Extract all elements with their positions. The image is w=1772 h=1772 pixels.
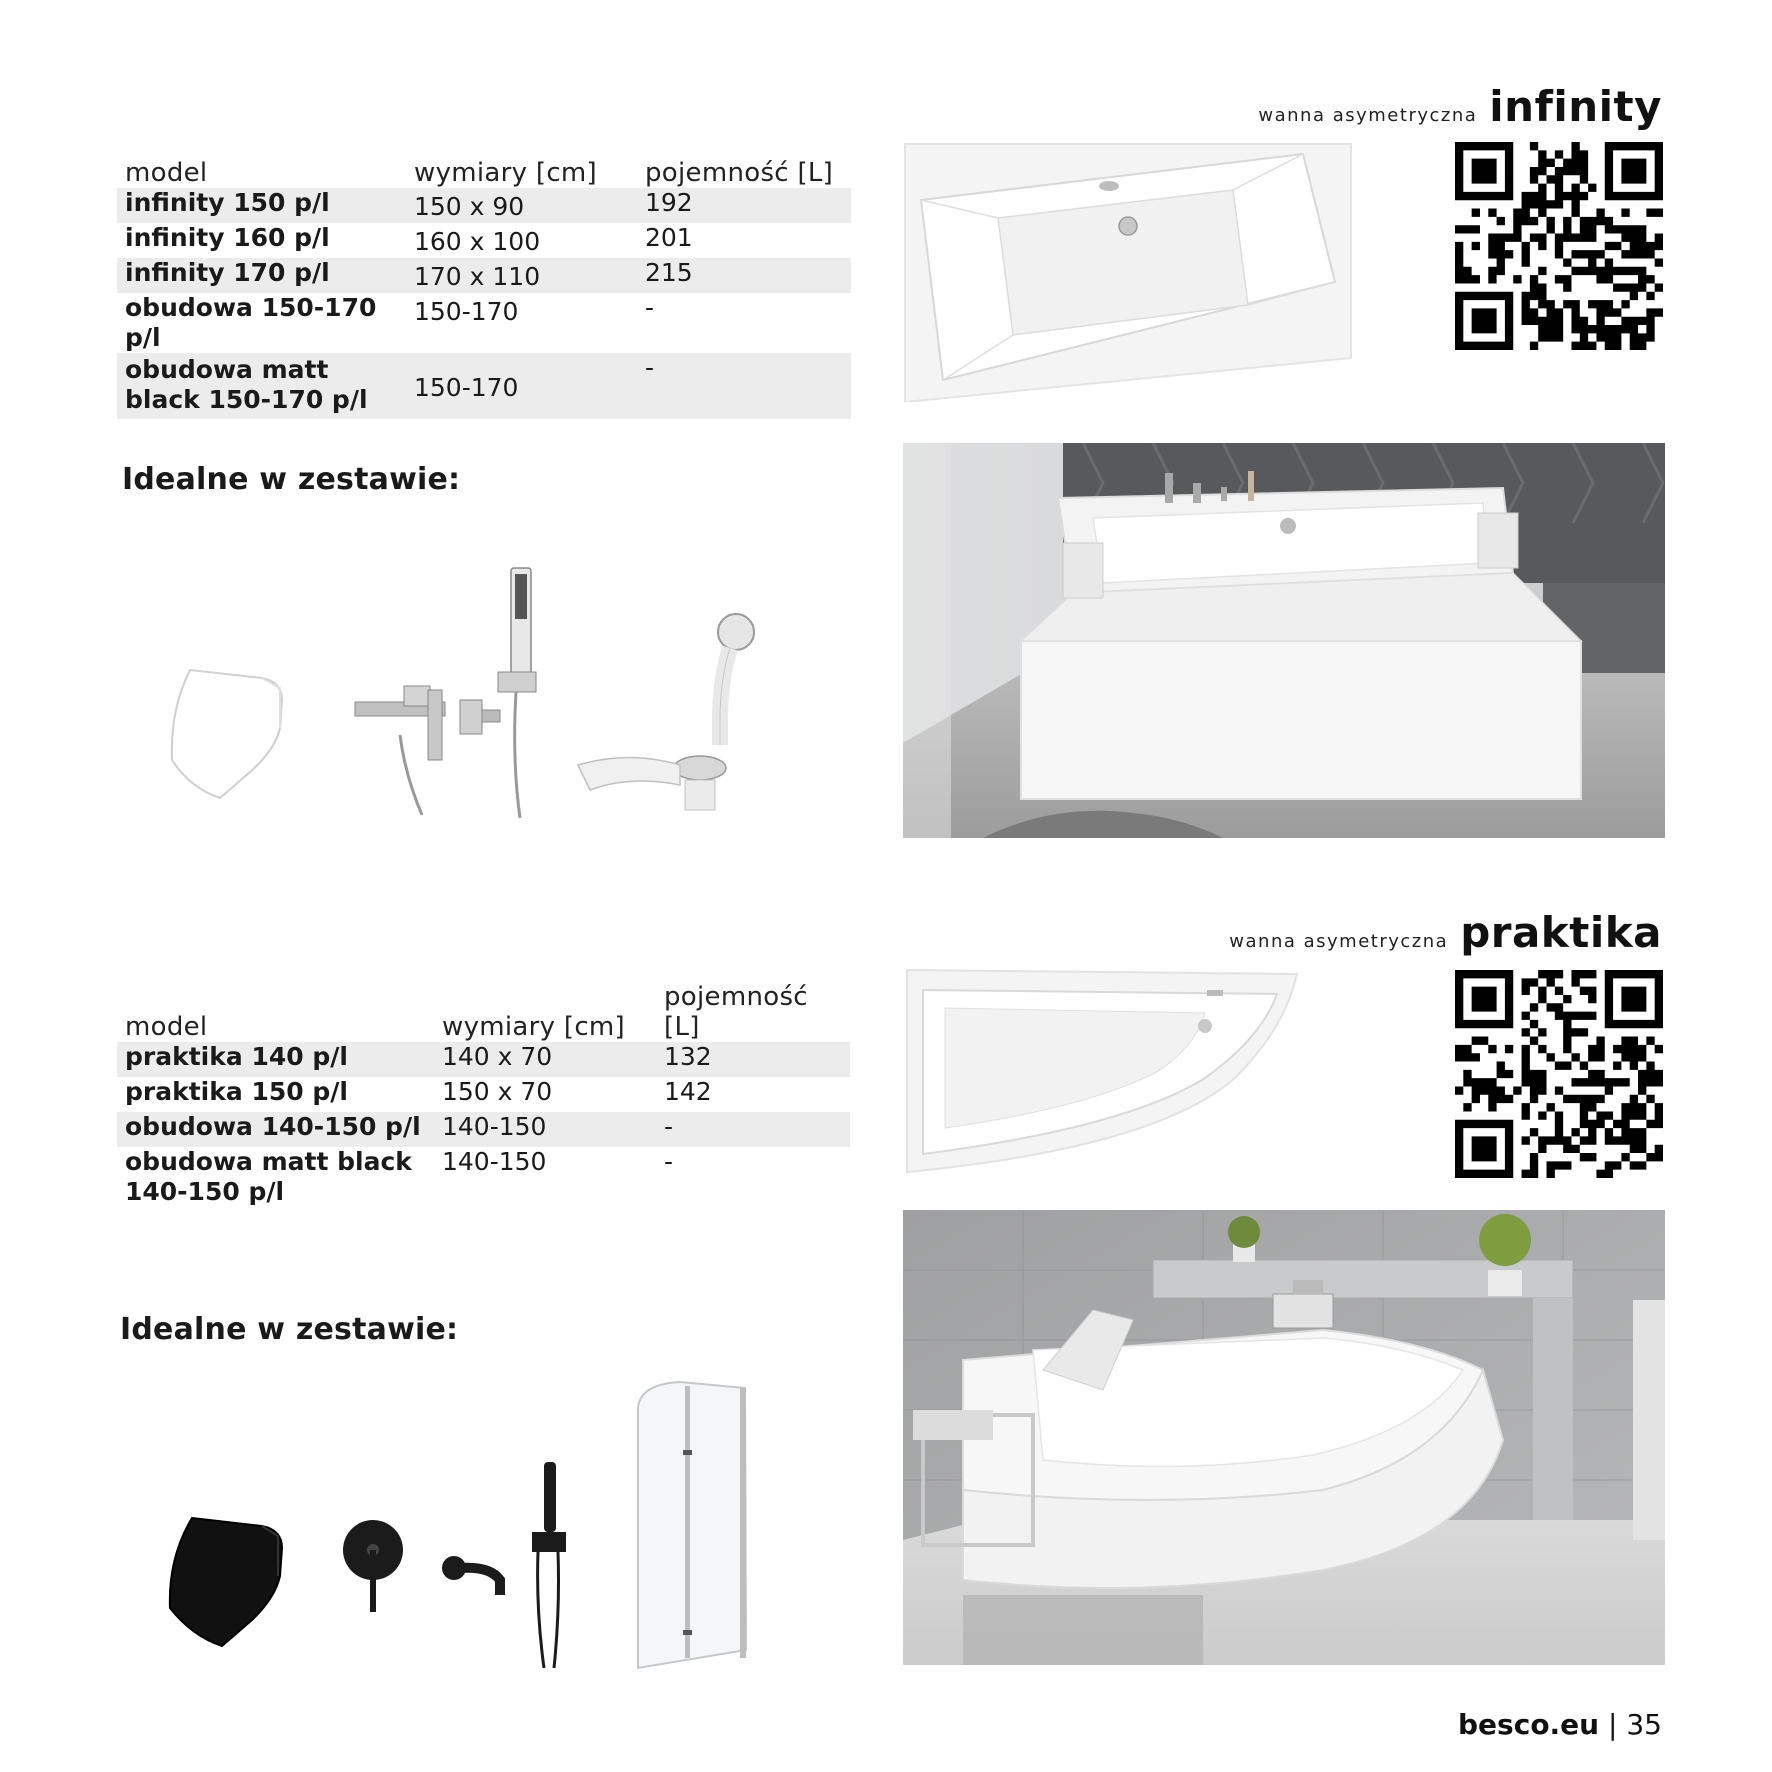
black-headrest-icon <box>170 1518 282 1646</box>
infinity-series-name: infinity <box>1489 82 1662 131</box>
bath-screen-icon <box>638 1382 746 1668</box>
model-cell: obudowa matt black 140-150 p/l <box>125 1147 412 1206</box>
capacity-cell: 192 <box>637 188 851 223</box>
column-header-capacity: pojemność [L] <box>664 982 808 1042</box>
model-cell: infinity 150 p/l <box>117 188 406 223</box>
table-row <box>117 188 851 223</box>
dims-cell: 140 x 70 <box>434 1042 656 1077</box>
footer-separator: | <box>1608 1708 1618 1741</box>
dims-cell: 140-150 <box>434 1112 656 1147</box>
model-cell: infinity 160 p/l <box>125 223 330 252</box>
infinity-accessories <box>160 560 780 820</box>
bath-mixer-icon <box>355 686 500 815</box>
table-row <box>117 1077 850 1112</box>
capacity-cell: 142 <box>664 1077 712 1106</box>
dims-cell: 150-170 <box>406 353 637 419</box>
praktika-bathroom-photo <box>903 1210 1665 1665</box>
infinity-ideal-heading: Idealne w zestawie: <box>122 462 461 497</box>
table-row <box>117 223 851 258</box>
dims-cell: 150 x 90 <box>406 188 637 223</box>
praktika-bathtub-top-view <box>905 968 1305 1174</box>
model-cell: obudowa 140-150 p/l <box>117 1112 434 1147</box>
praktika-ideal-heading: Idealne w zestawie: <box>120 1312 459 1347</box>
model-cell: obudowa 150-170 p/l <box>125 293 377 352</box>
bath-drain-icon <box>578 614 754 810</box>
table-row <box>117 258 851 293</box>
infinity-qr-code[interactable] <box>1455 142 1663 350</box>
black-hand-shower-icon <box>532 1462 566 1668</box>
table-row <box>117 1147 850 1207</box>
column-header-capacity: pojemność [L] <box>645 158 834 188</box>
capacity-cell: 201 <box>645 223 693 252</box>
infinity-bathroom-photo <box>903 443 1665 838</box>
dims-cell: 150-170 <box>414 297 519 326</box>
capacity-cell: 132 <box>656 1042 850 1077</box>
dims-cell: 140-150 <box>442 1147 547 1176</box>
dims-cell: 170 x 110 <box>406 258 637 293</box>
column-header-dimensions: wymiary [cm] <box>442 1012 625 1042</box>
model-cell: obudowa matt black 150-170 p/l <box>117 353 406 419</box>
capacity-cell: - <box>664 1147 674 1176</box>
infinity-series-label: wanna asymetryczna <box>1258 105 1478 126</box>
page-footer <box>1458 1708 1662 1741</box>
dims-cell: 160 x 100 <box>414 227 541 256</box>
column-header-model: model <box>125 1012 208 1042</box>
capacity-cell: - <box>637 353 851 419</box>
page-number: 35 <box>1626 1708 1662 1741</box>
white-headrest-icon <box>172 670 282 798</box>
infinity-series-title <box>1258 82 1662 131</box>
column-header-dimensions: wymiary [cm] <box>414 158 597 188</box>
capacity-cell: - <box>656 1112 850 1147</box>
model-cell: infinity 170 p/l <box>117 258 406 293</box>
infinity-bathtub-top-view <box>903 140 1353 402</box>
table-row <box>117 293 851 353</box>
table-header-row <box>117 978 850 1042</box>
model-cell: praktika 140 p/l <box>117 1042 434 1077</box>
table-row <box>117 353 851 419</box>
praktika-accessories <box>160 1380 780 1670</box>
praktika-series-label: wanna asymetryczna <box>1229 931 1449 952</box>
praktika-qr-code[interactable] <box>1455 970 1663 1178</box>
table-header-row <box>117 152 851 188</box>
praktika-spec-table <box>117 978 850 1207</box>
table-row <box>117 1042 850 1077</box>
capacity-cell: 215 <box>637 258 851 293</box>
capacity-cell: - <box>645 293 655 322</box>
dims-cell: 150 x 70 <box>442 1077 553 1106</box>
infinity-spec-table <box>117 152 851 419</box>
website-link[interactable]: besco.eu <box>1458 1708 1600 1741</box>
table-row <box>117 1112 850 1147</box>
praktika-series-name: praktika <box>1460 908 1662 957</box>
column-header-model: model <box>125 158 208 188</box>
hand-shower-icon <box>498 568 536 818</box>
model-cell: praktika 150 p/l <box>125 1077 348 1106</box>
black-bath-spout-icon <box>442 1556 500 1595</box>
black-concealed-mixer-icon <box>343 1520 403 1612</box>
praktika-series-title <box>1229 908 1662 957</box>
